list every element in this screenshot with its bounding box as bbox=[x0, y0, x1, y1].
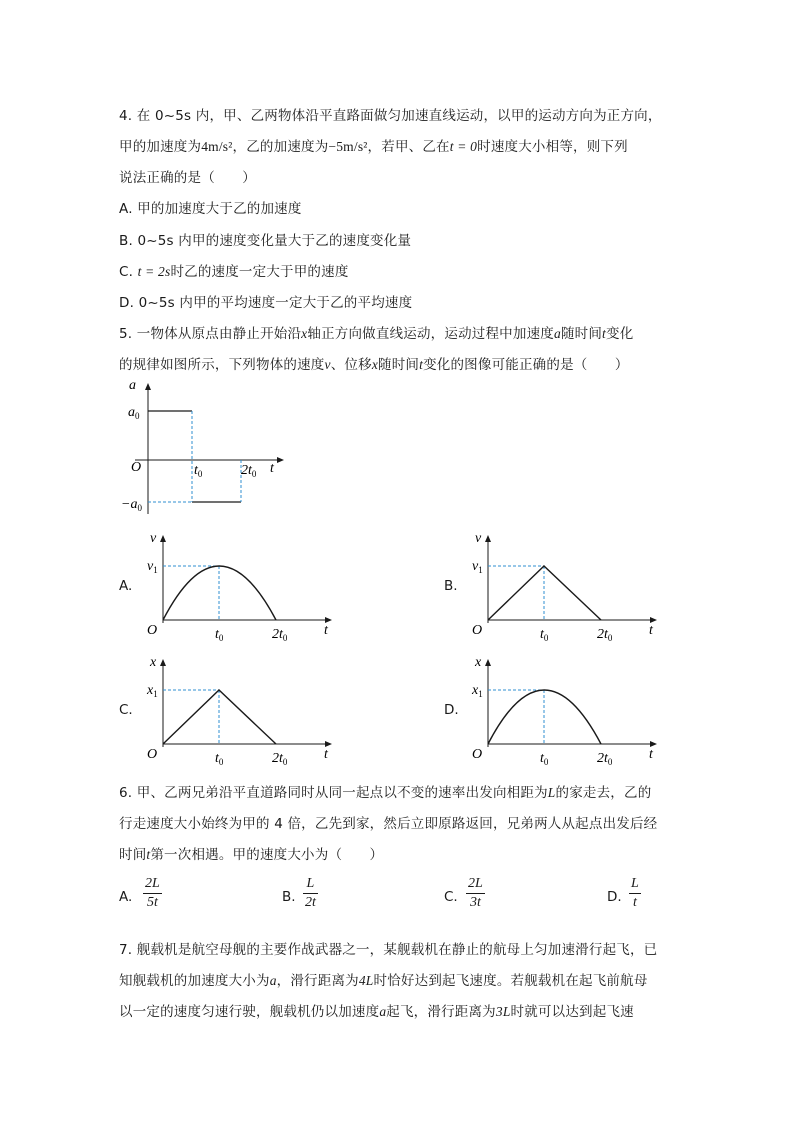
q7-sym-4L: 4L bbox=[358, 973, 374, 988]
q5-text: 随时间 bbox=[378, 357, 420, 373]
q6-option-b-letter: B. bbox=[282, 889, 296, 905]
neg-a0-label: $-a_0$ bbox=[121, 497, 142, 513]
q5-text: 的规律如图所示，下列物体的速度 bbox=[119, 357, 325, 373]
q5-sym-t: t bbox=[602, 326, 606, 341]
q5-stem-line2 bbox=[119, 353, 629, 373]
q7-text: 时就可以达到起飞速 bbox=[510, 1004, 634, 1020]
y-axis-label: v bbox=[475, 531, 482, 546]
q4-acc-jia: 4m/s² bbox=[201, 139, 233, 154]
q5-text: 5. 一物体从原点由静止开始沿 bbox=[119, 326, 302, 342]
q7-sym-a: a bbox=[379, 1004, 387, 1019]
x-axis-label: t bbox=[649, 747, 653, 762]
t0-label: $t_0$ bbox=[194, 463, 203, 479]
q5-option-a-graph bbox=[141, 528, 341, 643]
q5-text: 变化的图像可能正确的是（ ） bbox=[423, 357, 629, 373]
q5-option-d-graph bbox=[466, 652, 666, 767]
x-axis-label: t bbox=[324, 623, 328, 638]
peak-label: $x_1$ bbox=[147, 683, 158, 699]
q4-acc-yi: −5m/s² bbox=[328, 139, 368, 154]
q5-option-a-letter: A. bbox=[119, 578, 133, 594]
q5-text: 变化 bbox=[606, 326, 634, 342]
q6-stem-line2: 行走速度大小始终为甲的 4 倍，乙先到家，然后立即原路返回，兄弟两人从起点出发后经 bbox=[119, 816, 658, 832]
q6-stem-line1 bbox=[119, 781, 651, 801]
q4-stem-line3: 说法正确的是（ ） bbox=[119, 170, 256, 186]
q4-stem-line1: 4. 在 0~5s 内，甲、乙两物体沿平直路面做匀加速直线运动，以甲的运动方向为正方向， bbox=[119, 108, 662, 124]
q4-option-a: A. 甲的加速度大于乙的加速度 bbox=[119, 201, 302, 217]
origin-label: O bbox=[472, 623, 483, 638]
q7-text: 以一定的速度匀速行驶，舰载机仍以加速度 bbox=[119, 1004, 380, 1020]
x-axis-label: t bbox=[324, 747, 328, 762]
q4-option-d: D. 0~5s 内甲的平均速度一定大于乙的平均速度 bbox=[119, 295, 413, 311]
q7-stem-line1: 7. 舰载机是航空母舰的主要作战武器之一，某舰载机在静止的航母上匀加速滑行起飞，已 bbox=[119, 942, 658, 958]
2t0-label: $2t_0$ bbox=[597, 751, 613, 767]
t0-label: $t_0$ bbox=[540, 627, 549, 643]
q4-text: ，乙的加速度为 bbox=[232, 139, 329, 155]
q7-stem-line2 bbox=[119, 969, 648, 989]
origin-label: O bbox=[147, 747, 158, 762]
q6-option-c-fraction: 2L 3t bbox=[468, 876, 483, 910]
q6-option-d-letter: D. bbox=[607, 889, 622, 905]
origin-label: O bbox=[147, 623, 158, 638]
peak-label: $v_1$ bbox=[147, 559, 158, 575]
q5-option-b-graph bbox=[466, 528, 666, 643]
q4-option-c-time: t = 2s bbox=[137, 264, 171, 279]
q5-stem-line1 bbox=[119, 322, 633, 342]
2t0-label: $2t_0$ bbox=[597, 627, 613, 643]
q7-text: ，滑行距离为 bbox=[276, 973, 359, 989]
2t0-label: $2t_0$ bbox=[272, 627, 288, 643]
q4-text: 时速度大小相等，则下列 bbox=[477, 139, 628, 155]
q5-text: 轴正方向做直线运动，运动过程中加速度 bbox=[307, 326, 554, 342]
peak-label: $v_1$ bbox=[472, 559, 483, 575]
q4-option-c-text: 时乙的速度一定大于甲的速度 bbox=[170, 264, 349, 280]
q7-sym-a: a bbox=[269, 973, 277, 988]
2t0-label: $2t_0$ bbox=[241, 463, 257, 479]
q6-text: 6. 甲、乙两兄弟沿平直道路同时从同一起点以不变的速率出发向相距为 bbox=[119, 785, 548, 801]
q6-sym-L: L bbox=[547, 785, 556, 800]
q6-text: 的家走去，乙的 bbox=[555, 785, 652, 801]
q5-acceleration-graph bbox=[115, 378, 290, 518]
q5-option-d-letter: D. bbox=[444, 702, 459, 718]
q5-text: 随时间 bbox=[560, 326, 603, 342]
y-axis-label: x bbox=[475, 655, 482, 670]
y-axis-label: v bbox=[150, 531, 157, 546]
y-axis-label: a bbox=[129, 378, 136, 393]
q5-sym-a: a bbox=[553, 326, 561, 341]
2t0-label: $2t_0$ bbox=[272, 751, 288, 767]
q5-sym-x: x bbox=[371, 357, 379, 372]
q4-stem-line2 bbox=[119, 135, 628, 155]
q4-option-c-letter: C. bbox=[119, 264, 138, 280]
q6-option-d-fraction: L t bbox=[631, 876, 639, 910]
q5-sym-v: v bbox=[324, 357, 331, 372]
q7-sym-3L: 3L bbox=[495, 1004, 511, 1019]
q6-text: 第一次相遇。甲的速度大小为（ ） bbox=[150, 847, 384, 863]
q5-text: 、位移 bbox=[330, 357, 372, 373]
t0-label: $t_0$ bbox=[215, 627, 224, 643]
q6-option-a-fraction: 2L 5t bbox=[145, 876, 160, 910]
q5-sym-x: x bbox=[301, 326, 308, 341]
q6-option-c-letter: C. bbox=[444, 889, 458, 905]
q6-option-a-letter: A. bbox=[119, 889, 133, 905]
t0-label: $t_0$ bbox=[215, 751, 224, 767]
x-axis-label: t bbox=[270, 461, 274, 476]
q4-option-c bbox=[119, 260, 349, 280]
x-axis-label: t bbox=[649, 623, 653, 638]
q6-text: 时间 bbox=[119, 847, 147, 863]
q6-stem-line3 bbox=[119, 843, 383, 863]
q4-text: ，若甲、乙在 bbox=[367, 139, 450, 155]
q7-text: 知舰载机的加速度大小为 bbox=[119, 973, 270, 989]
q7-text: 起飞，滑行距离为 bbox=[386, 1004, 496, 1020]
q5-option-b-letter: B. bbox=[444, 578, 458, 594]
q6-sym-t: t bbox=[146, 847, 151, 862]
q4-text: 甲的加速度为 bbox=[119, 139, 202, 155]
q6-option-b-fraction: L 2t bbox=[305, 876, 316, 910]
q7-stem-line3 bbox=[119, 1000, 634, 1020]
q5-option-c-letter: C. bbox=[119, 702, 133, 718]
origin-label: O bbox=[472, 747, 483, 762]
y-axis-label: x bbox=[150, 655, 157, 670]
q5-option-c-graph bbox=[141, 652, 341, 767]
t0-label: $t_0$ bbox=[540, 751, 549, 767]
q7-text: 时恰好达到起飞速度。若舰载机在起飞前航母 bbox=[373, 973, 648, 989]
q4-option-b: B. 0~5s 内甲的速度变化量大于乙的速度变化量 bbox=[119, 233, 412, 249]
peak-label: $x_1$ bbox=[472, 683, 483, 699]
q5-sym-t: t bbox=[419, 357, 424, 372]
q4-time: t = 0 bbox=[449, 139, 478, 154]
a0-label: $a_0$ bbox=[128, 405, 140, 421]
origin-label: O bbox=[131, 460, 142, 475]
